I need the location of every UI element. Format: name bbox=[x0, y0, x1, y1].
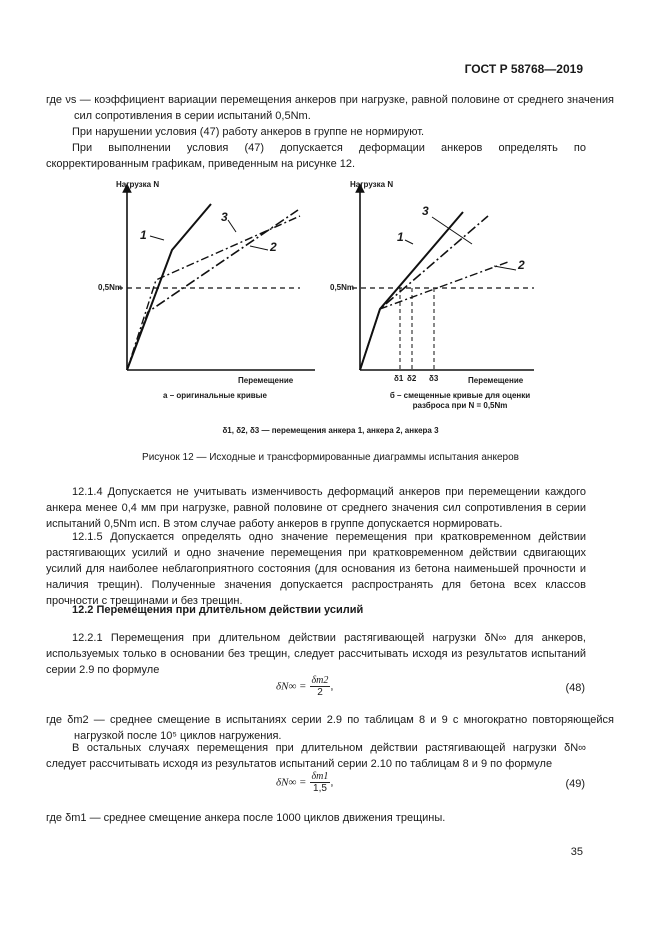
paragraph-12-2-1: 12.2.1 Перемещения при длительном действии растягивающей нагрузки δN∞ для анкеров, используемых только в основании без трещин, следует рассчитывать исходя из результатов испытаний серии 2.9 по формуле bbox=[46, 632, 586, 676]
left-curve-2-label: 2 bbox=[270, 240, 277, 254]
formula-49-denominator: 1,5 bbox=[313, 783, 327, 794]
figure-12 bbox=[90, 170, 570, 420]
left-x-axis-label: Перемещение bbox=[238, 376, 294, 385]
left-curve-1-label: 1 bbox=[140, 228, 147, 242]
delta-3-label: δ3 bbox=[429, 374, 439, 383]
left-subcaption: а – оригинальные кривые bbox=[163, 391, 267, 400]
standard-header: ГОСТ Р 58768—2019 bbox=[464, 62, 583, 76]
right-chart bbox=[352, 188, 534, 370]
formula-48-lhs: δN∞ = bbox=[276, 680, 307, 693]
violation-paragraph: При нарушении условия (47) работу анкеров в группе не нормируют. bbox=[72, 126, 425, 138]
delta-1-label: δ1 bbox=[394, 374, 404, 383]
formula-48-fraction bbox=[310, 675, 334, 698]
formula-49 bbox=[276, 771, 333, 794]
formula-48-numerator: δm2 bbox=[311, 675, 329, 686]
left-level-label: 0,5Nm bbox=[98, 283, 123, 292]
fulfil-paragraph: При выполнении условия (47) допускается деформации анкеров определять по скорректированным графикам, приведенным на рисунке 12. bbox=[46, 142, 586, 170]
formula-48 bbox=[276, 675, 333, 698]
right-x-axis-label: Перемещение bbox=[468, 376, 524, 385]
right-curve-3-label: 3 bbox=[422, 204, 429, 218]
page-number: 35 bbox=[570, 846, 583, 858]
delta-2-label: δ2 bbox=[407, 374, 417, 383]
where-m2-paragraph: где δm2 — среднее смещение в испытаниях серии 2.9 по таблицам 8 и 9 с многократно повторяющейся нагрузкой после 10⁵ циклов нагружения. bbox=[46, 714, 614, 742]
figure-legend: δ1, δ2, δ3 — перемещения анкера 1, анкера 2, анкера 3 bbox=[222, 426, 439, 435]
paragraph-12-1-4: 12.1.4 Допускается не учитывать изменчивость деформаций анкеров при перемещении каждого анкера менее 0,4 мм при нагрузке, равной половине от среднего значения сил сопротивления в серии испытаний 0,5Nm исп. В этом случае работу анкеров в группе допускается нормировать. bbox=[46, 486, 586, 530]
formula-49-numerator: δm1 bbox=[311, 771, 329, 782]
formula-49-lhs: δN∞ = bbox=[276, 776, 307, 789]
section-12-2-heading: 12.2 Перемещения при длительном действии усилий bbox=[72, 604, 364, 616]
right-curve-3 bbox=[360, 216, 488, 370]
formula-49-fraction bbox=[310, 771, 334, 794]
formula-48-denominator: 2 bbox=[317, 687, 323, 698]
formula-48-tail: , bbox=[330, 680, 334, 693]
where-m1-paragraph: где δm1 — среднее смещение анкера после 1000 циклов движения трещины. bbox=[46, 812, 446, 824]
left-y-axis-label: Нагрузка N bbox=[116, 180, 160, 189]
equation-number-48: (48) bbox=[565, 682, 585, 694]
figure-caption: Рисунок 12 — Исходные и трансформированные диаграммы испытания анкеров bbox=[142, 452, 519, 463]
right-curve-1-label: 1 bbox=[397, 230, 404, 244]
other-cases-paragraph: В остальных случаях перемещения при длительном действии растягивающей нагрузки δN∞ следует рассчитывать исходя из результатов испытаний серии 2.10 по таблицам 8 и 9 по формуле bbox=[46, 742, 586, 770]
right-curve-2-label: 2 bbox=[518, 258, 525, 272]
right-level-label: 0,5Nm bbox=[330, 283, 355, 292]
paragraph-12-1-5: 12.1.5 Допускается определять одно значение перемещения при кратковременном действии растягивающих усилий и одно значение перемещения при кратковременном действии сдвигающих усилий для наиболее неблагоприятного состояния (для основания из бетона наименьшей прочности и наличия трещин). Полученные значения допускается распространять для бетона всех классов прочности с трещинами и без трещин. bbox=[46, 531, 586, 607]
equation-number-49: (49) bbox=[565, 778, 585, 790]
left-chart bbox=[118, 188, 315, 370]
formula-49-tail: , bbox=[330, 776, 334, 789]
right-y-axis-label: Нагрузка N bbox=[350, 180, 394, 189]
where-nu-paragraph: где νs — коэффициент вариации перемещения анкеров при нагрузке, равной половине от среднего значения сил сопротивления в серии испытаний 0,5Nm. bbox=[46, 94, 614, 122]
right-subcaption-line2: разброса при N = 0,5Nm bbox=[412, 401, 508, 410]
right-subcaption-line1: б – смещенные кривые для оценки bbox=[389, 391, 531, 400]
left-curve-3-label: 3 bbox=[221, 210, 228, 224]
